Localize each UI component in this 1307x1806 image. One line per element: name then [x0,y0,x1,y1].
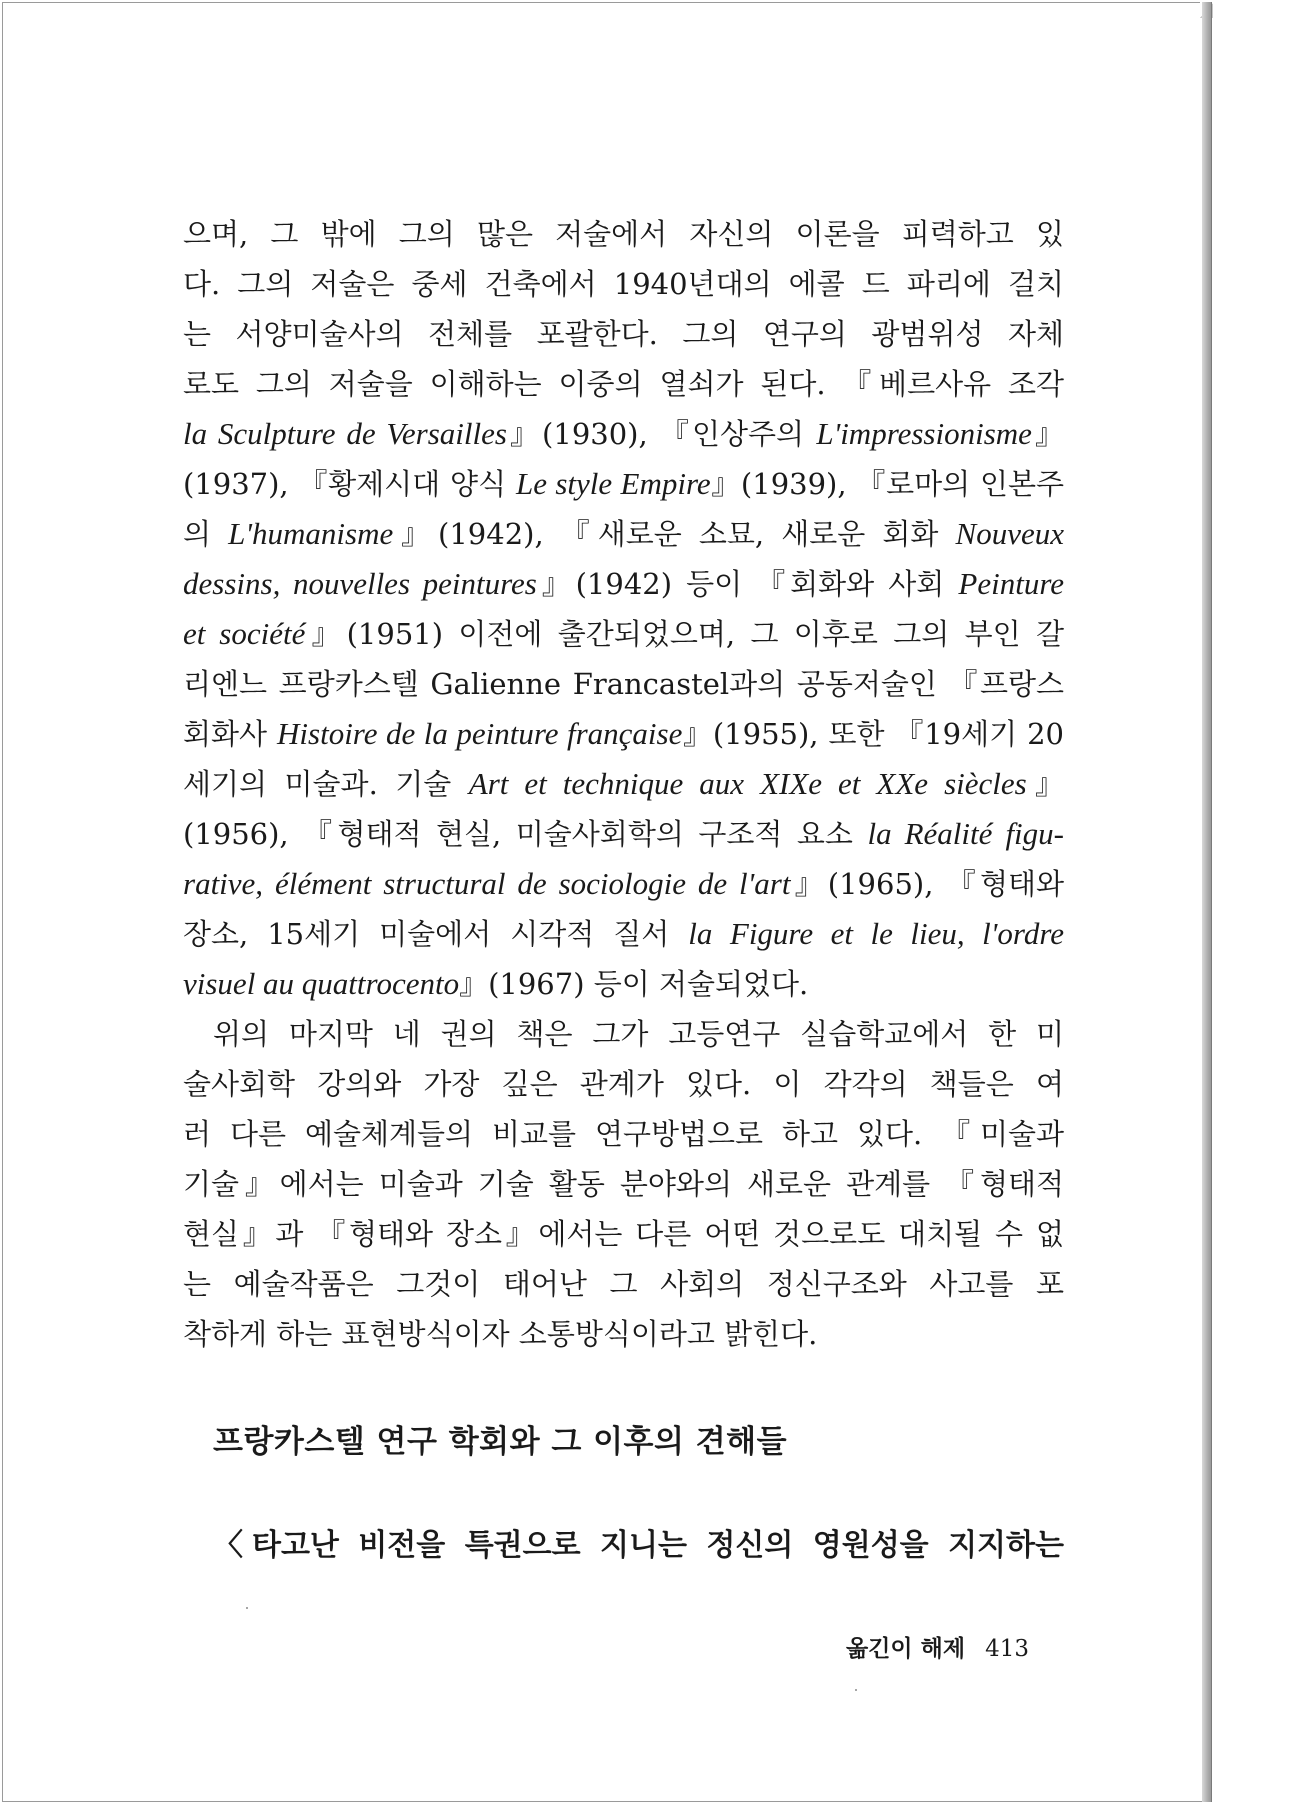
text-line [183,759,1064,809]
text-line [183,459,1064,509]
text-segment: 장소, 15세기 미술에서 시각적 질서 [183,917,689,951]
text-segment: 는 서양미술사의 전체를 포괄한다. 그의 연구의 광범위성 자체 [183,317,1064,351]
scan-speck [855,1689,857,1691]
text-segment: 다. 그의 저술은 중세 건축에서 1940년대의 에콜 드 파리에 걸치 [183,267,1064,301]
running-title: 옮긴이 해제 [846,1636,966,1662]
text-line [183,359,1064,409]
text-segment: 』(1965), 『형태와 [790,867,1064,901]
text-segment: 세기의 미술과. 기술 [183,767,469,801]
text-segment: 』(1955), 또한 『19세기 20 [682,717,1064,751]
text-segment: 』 [1031,417,1064,451]
text-line [183,709,1064,759]
section-opening-quote: 〈타고난 비전을 특권으로 지니는 정신의 영원성을 지지하는 [213,1528,1064,1563]
page-footer [846,1630,1029,1663]
italic-title-segment: et société [183,616,306,651]
italic-title-segment: la Réalité figu- [867,816,1064,851]
text-segment: (1956), 『형태적 현실, 미술사회학의 구조적 요소 [183,817,868,851]
text-line [183,259,1064,309]
italic-title-segment: L'humanisme [228,516,394,551]
book-page [2,2,1208,1802]
text-line [183,1259,1064,1309]
text-segment: 』(1967) 등이 저술되었다. [459,967,809,1001]
italic-title-segment: la Figure et le lieu, l'ordre [688,916,1064,951]
italic-title-segment: la Sculpture de Versailles [183,416,507,451]
italic-title-segment: Histoire de la peinture française [277,716,683,751]
text-line [183,1109,1064,1159]
text-segment: 회화사 [183,717,278,751]
text-segment: 착하게 하는 표현방식이자 소통방식이라고 밝힌다. [183,1317,818,1351]
text-line [183,609,1064,659]
text-segment: 』(1930), 『인상주의 [506,417,817,451]
text-segment: 』(1942), 『새로운 소묘, 새로운 회화 [393,517,956,551]
body-text [183,209,1064,1359]
scan-speck [246,1607,248,1609]
text-line [183,1309,1064,1359]
text-line [183,209,1064,259]
text-line [183,1159,1064,1209]
italic-title-segment: rative, élément structural de sociologie de l'art [183,866,791,901]
text-segment: (1937), 『황제시대 양식 [183,467,516,501]
text-line [183,809,1064,859]
section-heading: 프랑카스텔 연구 학회와 그 이후의 견해들 [213,1424,788,1460]
page-edge-shadow [1202,2,1212,1802]
page-number: 413 [985,1636,1030,1662]
text-segment: 』(1939), 『로마의 인본주 [710,467,1065,501]
text-segment: 』(1942) 등이 『회화와 사회 [536,567,959,601]
italic-title-segment: visuel au quattrocento [183,966,460,1001]
text-segment: 위의 마지막 네 권의 책은 그가 고등연구 실습학교에서 한 미 [213,1017,1064,1051]
text-line [183,309,1064,359]
text-line [183,559,1064,609]
text-segment: 』 [1026,767,1064,801]
italic-title-segment: L'impressionisme [816,416,1032,451]
italic-title-segment: dessins, nouvelles peintures [183,566,537,601]
text-line [183,1059,1064,1109]
text-line [183,1009,1064,1059]
text-segment: 는 예술작품은 그것이 태어난 그 사회의 정신구조와 사고를 포 [183,1267,1064,1301]
text-segment: 로도 그의 저술을 이해하는 이중의 열쇠가 된다. 『베르사유 조각 [183,367,1064,401]
text-line [183,909,1064,959]
text-segment: 러 다른 예술체계들의 비교를 연구방법으로 하고 있다. 『미술과 [183,1117,1064,1151]
italic-title-segment: Peinture [958,566,1064,601]
viewer-background [1213,0,1307,1806]
italic-title-segment: Le style Empire [515,466,711,501]
text-line [183,659,1064,709]
italic-title-segment: Art et technique aux XIXe et XXe siècles [468,766,1027,801]
text-segment: 으며, 그 밖에 그의 많은 저술에서 자신의 이론을 피력하고 있 [183,217,1064,251]
text-segment: 리엔느 프랑카스텔 Galienne Francastel과의 공동저술인 『프랑스 [183,667,1064,701]
text-line [183,1209,1064,1259]
text-segment: 현실』과 『형태와 장소』에서는 다른 어떤 것으로도 대치될 수 없 [183,1217,1064,1251]
text-line [183,859,1064,909]
text-line [183,509,1064,559]
italic-title-segment: Nouveux [955,516,1064,551]
text-line [183,959,1064,1009]
text-segment: 기술』에서는 미술과 기술 활동 분야와의 새로운 관계를 『형태적 [183,1167,1064,1201]
text-segment: 의 [183,517,229,551]
text-line [183,409,1064,459]
text-segment: 』(1951) 이전에 출간되었으며, 그 이후로 그의 부인 갈 [305,617,1064,651]
text-segment: 술사회학 강의와 가장 깊은 관계가 있다. 이 각각의 책들은 여 [183,1067,1064,1101]
